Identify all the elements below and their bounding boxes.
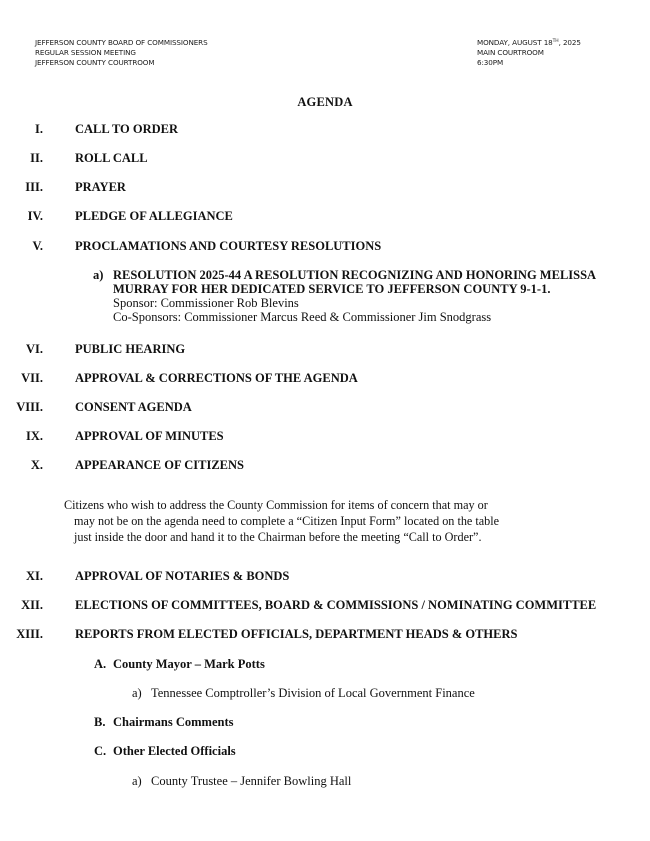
meeting-header-left — [35, 38, 208, 67]
citizens-note: Citizens who wish to address the County Commission for items of concern that may or may not be on the agenda need to complete a “Citizen Input Form” located on the table just inside the door and hand it to the Chairman before the meeting “Call to Order”. — [64, 498, 500, 544]
resolution-title-line1: RESOLUTION 2025-44 A RESOLUTION RECOGNIZING AND HONORING MELISSA — [113, 268, 597, 282]
venue: JEFFERSON COUNTY COURTROOM — [35, 57, 155, 67]
meeting-header-right — [477, 38, 581, 67]
board-name: JEFFERSON COUNTY BOARD OF COMMISSIONERS — [35, 38, 208, 47]
resolution-title-line2: MURRAY FOR HER DEDICATED SERVICE TO JEFFERSON COUNTY 9-1-1. — [113, 282, 551, 296]
report-section: C. Other Elected Officials — [94, 744, 236, 758]
meeting-date: MONDAY, AUGUST 18TH, 2025 — [477, 38, 581, 47]
report-subitem: a) County Trustee – Jennifer Bowling Hall — [132, 774, 352, 788]
report-subitem: a) Tennessee Comptroller’s Division of Local Government Finance — [132, 686, 475, 700]
meeting-time: 6:30PM — [477, 57, 504, 67]
meeting-location: MAIN COURTROOM — [477, 47, 544, 57]
agenda-title: AGENDA — [297, 95, 353, 109]
session-type: REGULAR SESSION MEETING — [35, 47, 136, 57]
resolution-sponsor: Sponsor: Commissioner Rob Blevins — [113, 296, 299, 310]
report-section: B. Chairmans Comments — [94, 715, 234, 729]
resolution-cosponsors: Co-Sponsors: Commissioner Marcus Reed & Commissioner Jim Snodgrass — [113, 310, 492, 324]
report-section: A. County Mayor – Mark Potts — [94, 657, 265, 671]
